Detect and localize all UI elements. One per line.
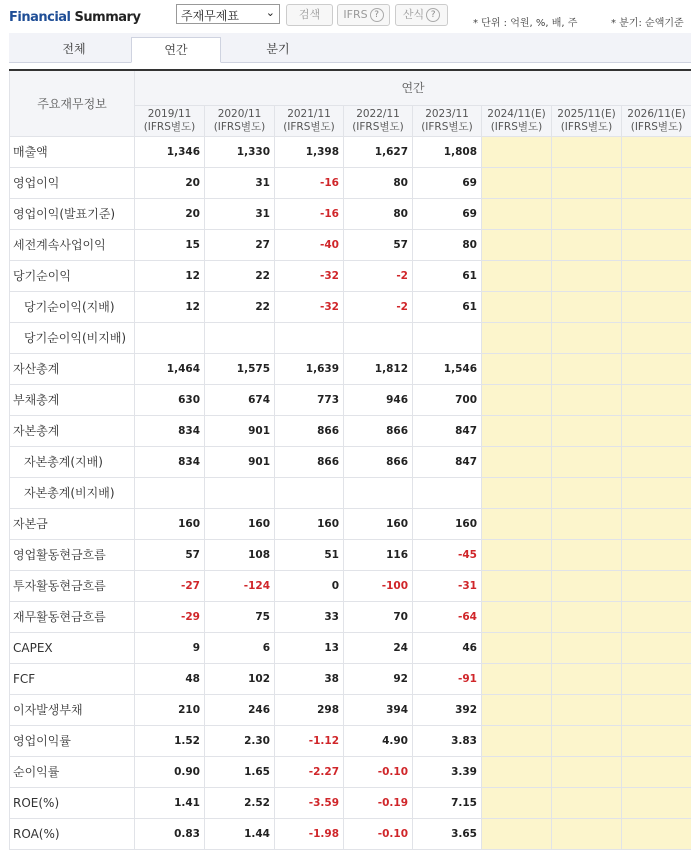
table-cell [482,694,552,725]
table-cell [482,136,552,167]
column-period: 2024/11(E) [482,108,551,121]
formula-label: 산식 [403,8,424,21]
table-cell [205,322,275,353]
table-row [10,384,691,415]
table-cell: 210 [135,694,205,725]
table-cell [482,260,552,291]
column-header [413,105,482,136]
table-cell: 22 [205,291,275,322]
table-cell: 46 [413,632,482,663]
column-header [552,105,622,136]
table-cell: 1,575 [205,353,275,384]
corner-header: 주요재무정보 [10,70,135,136]
table-row [10,167,691,198]
column-header [135,105,205,136]
table-cell [552,787,622,818]
table-cell [622,260,691,291]
table-cell: 834 [135,446,205,477]
row-label: ROE(%) [10,787,135,818]
table-row [10,818,691,849]
table-cell: 33 [275,601,344,632]
table-cell [622,198,691,229]
table-cell: 0 [275,570,344,601]
table-cell: 1,627 [344,136,413,167]
table-cell: -91 [413,663,482,694]
row-label: 영업이익(발표기준) [10,198,135,229]
table-cell: -2.27 [275,756,344,787]
row-label: CAPEX [10,632,135,663]
table-cell: 20 [135,198,205,229]
table-cell [275,477,344,508]
table-cell: 700 [413,384,482,415]
row-label: 투자활동현금흐름 [10,570,135,601]
table-cell: 70 [344,601,413,632]
table-cell [482,508,552,539]
table-cell [552,508,622,539]
table-cell [344,477,413,508]
table-cell: 847 [413,446,482,477]
column-header [205,105,275,136]
table-cell: 0.90 [135,756,205,787]
table-cell: 2.30 [205,725,275,756]
table-cell: -16 [275,198,344,229]
table-cell [622,384,691,415]
quarter-note: * 분기: 순액기준 [611,14,684,29]
row-label: 영업이익률 [10,725,135,756]
row-label: 영업이익 [10,167,135,198]
row-label: 부채총계 [10,384,135,415]
table-cell [552,446,622,477]
table-cell [482,198,552,229]
table-cell: -0.19 [344,787,413,818]
row-label: FCF [10,663,135,694]
table-cell [135,477,205,508]
table-cell [482,570,552,601]
column-header [482,105,552,136]
row-label: 매출액 [10,136,135,167]
table-cell: -1.12 [275,725,344,756]
table-cell: -32 [275,260,344,291]
table-cell: 0.83 [135,818,205,849]
table-cell: -27 [135,570,205,601]
financial-summary-table [9,69,691,850]
table-row [10,198,691,229]
table-cell: 12 [135,260,205,291]
table-cell [552,756,622,787]
ifrs-label: IFRS [343,8,367,21]
chevron-down-icon: ⌄ [266,6,275,19]
table-cell [552,601,622,632]
table-cell: -32 [275,291,344,322]
table-cell [622,508,691,539]
table-cell [552,229,622,260]
row-label: 자본금 [10,508,135,539]
table-cell: 9 [135,632,205,663]
statement-type-value: 주재무제표 [181,9,239,23]
table-cell: 1,639 [275,353,344,384]
table-cell: 246 [205,694,275,725]
table-row [10,477,691,508]
table-cell: 160 [135,508,205,539]
table-cell: 51 [275,539,344,570]
column-basis: (IFRS별도) [205,121,274,134]
table-cell: 80 [413,229,482,260]
table-cell [622,539,691,570]
table-cell [205,477,275,508]
table-cell [552,725,622,756]
table-cell [622,477,691,508]
table-cell: 160 [413,508,482,539]
table-cell [413,322,482,353]
table-cell [344,322,413,353]
table-cell: 1,812 [344,353,413,384]
column-basis: (IFRS별도) [344,121,412,134]
table-row [10,570,691,601]
table-cell: 20 [135,167,205,198]
toolbar [0,0,691,33]
table-row [10,539,691,570]
table-cell: 75 [205,601,275,632]
column-period: 2023/11 [413,108,481,121]
table-row [10,756,691,787]
column-period: 2025/11(E) [552,108,621,121]
column-basis: (IFRS별도) [552,121,621,134]
table-cell: 57 [344,229,413,260]
table-cell: 1.44 [205,818,275,849]
table-cell: 7.15 [413,787,482,818]
table-cell [622,632,691,663]
table-row [10,632,691,663]
table-cell [622,136,691,167]
table-cell: 27 [205,229,275,260]
table-row [10,415,691,446]
statement-type-select[interactable] [176,4,280,24]
table-cell: 866 [344,415,413,446]
table-cell: 392 [413,694,482,725]
table-cell: 834 [135,415,205,446]
table-cell [413,477,482,508]
tab-all[interactable]: 전체 [29,37,119,63]
table-cell [482,477,552,508]
table-cell [482,818,552,849]
table-cell: 69 [413,167,482,198]
table-cell: 847 [413,415,482,446]
table-cell [482,167,552,198]
table-cell [482,446,552,477]
table-cell: 6 [205,632,275,663]
table-cell: 38 [275,663,344,694]
table-cell: 24 [344,632,413,663]
row-label: 당기순이익(지배) [10,291,135,322]
table-cell: 69 [413,198,482,229]
table-row [10,725,691,756]
table-row [10,291,691,322]
table-cell: 394 [344,694,413,725]
period-tabs [9,33,691,63]
table-cell [482,322,552,353]
table-cell [622,818,691,849]
table-cell [552,415,622,446]
table-cell: 630 [135,384,205,415]
table-cell: -45 [413,539,482,570]
table-cell [552,291,622,322]
table-row [10,446,691,477]
table-cell: 946 [344,384,413,415]
table-cell [552,198,622,229]
search-button[interactable]: 검색 [286,4,333,26]
table-row [10,787,691,818]
table-cell [622,787,691,818]
table-cell: 1.52 [135,725,205,756]
column-basis: (IFRS별도) [413,121,481,134]
table-cell [622,229,691,260]
table-cell: -29 [135,601,205,632]
tab-quarterly[interactable]: 분기 [233,37,323,63]
table-cell: -31 [413,570,482,601]
table-cell [482,787,552,818]
table-cell [622,663,691,694]
table-cell [482,415,552,446]
table-cell: 3.39 [413,756,482,787]
table-cell: 4.90 [344,725,413,756]
table-row [10,229,691,260]
table-cell: -40 [275,229,344,260]
table-cell: 61 [413,260,482,291]
table-cell [552,384,622,415]
table-row [10,508,691,539]
annual-group-header: 연간 [135,70,691,105]
table-row [10,601,691,632]
table-cell: -100 [344,570,413,601]
table-cell [482,725,552,756]
table-cell [482,756,552,787]
tab-annual[interactable]: 연간 [131,37,221,63]
table-cell [622,601,691,632]
help-icon: ? [370,8,384,22]
table-body [10,136,691,849]
row-label: 자본총계(비지배) [10,477,135,508]
column-period: 2021/11 [275,108,343,121]
table-cell: 674 [205,384,275,415]
table-cell: 160 [344,508,413,539]
table-cell: 773 [275,384,344,415]
table-cell [622,446,691,477]
table-cell [622,291,691,322]
table-cell [275,322,344,353]
table-cell [622,167,691,198]
table-row [10,136,691,167]
title-financial: Financial [9,10,71,25]
table-cell [552,167,622,198]
table-cell [552,663,622,694]
column-header [622,105,691,136]
table-cell: 92 [344,663,413,694]
table-cell: -1.98 [275,818,344,849]
table-cell: -3.59 [275,787,344,818]
table-cell: 298 [275,694,344,725]
table-cell: 1,546 [413,353,482,384]
table-cell: -0.10 [344,756,413,787]
column-period: 2022/11 [344,108,412,121]
table-cell [622,725,691,756]
row-label: 자본총계 [10,415,135,446]
row-label: 자본총계(지배) [10,446,135,477]
table-cell: 80 [344,198,413,229]
table-cell: 901 [205,446,275,477]
table-cell [552,322,622,353]
column-basis: (IFRS별도) [622,121,691,134]
table-row [10,353,691,384]
table-cell [552,136,622,167]
column-period: 2020/11 [205,108,274,121]
table-cell [622,415,691,446]
table-cell [552,694,622,725]
table-cell: -2 [344,291,413,322]
table-cell: 31 [205,198,275,229]
table-cell [482,353,552,384]
table-cell [482,291,552,322]
table-cell [482,539,552,570]
table-cell: 15 [135,229,205,260]
table-cell: -16 [275,167,344,198]
table-cell [622,322,691,353]
table-cell: -0.10 [344,818,413,849]
table-cell: 866 [275,446,344,477]
table-cell: 866 [344,446,413,477]
row-label: ROA(%) [10,818,135,849]
table-cell: 160 [275,508,344,539]
table-cell [552,818,622,849]
row-label: 당기순이익(비지배) [10,322,135,353]
table-cell: 1.41 [135,787,205,818]
page-title [9,10,140,25]
table-cell [552,477,622,508]
table-cell [552,570,622,601]
table-cell: 61 [413,291,482,322]
table-cell [482,663,552,694]
table-cell [482,229,552,260]
table-cell [622,353,691,384]
table-cell [622,756,691,787]
table-cell: 2.52 [205,787,275,818]
unit-note: * 단위 : 억원, %, 배, 주 [473,14,577,29]
table-cell: 31 [205,167,275,198]
row-label: 재무활동현금흐름 [10,601,135,632]
table-cell [482,384,552,415]
column-basis: (IFRS별도) [275,121,343,134]
table-cell [482,601,552,632]
table-cell: 1,464 [135,353,205,384]
row-label: 세전계속사업이익 [10,229,135,260]
table-cell: 22 [205,260,275,291]
table-cell [622,694,691,725]
table-row [10,694,691,725]
table-cell [135,322,205,353]
table-cell: -2 [344,260,413,291]
table-cell: 1,346 [135,136,205,167]
help-icon: ? [426,8,440,22]
table-cell: 48 [135,663,205,694]
ifrs-help-button[interactable] [337,4,390,26]
table-cell: 1,398 [275,136,344,167]
table-cell: 1,808 [413,136,482,167]
table-cell: 102 [205,663,275,694]
table-row [10,663,691,694]
table-cell: 108 [205,539,275,570]
column-header [275,105,344,136]
row-label: 당기순이익 [10,260,135,291]
table-cell: 1,330 [205,136,275,167]
table-cell [622,570,691,601]
row-label: 이자발생부채 [10,694,135,725]
column-basis: (IFRS별도) [482,121,551,134]
row-label: 영업활동현금흐름 [10,539,135,570]
table-cell: 13 [275,632,344,663]
table-cell: 57 [135,539,205,570]
table-row [10,260,691,291]
row-label: 자산총계 [10,353,135,384]
formula-help-button[interactable] [395,4,448,26]
table-row [10,322,691,353]
table-cell: 160 [205,508,275,539]
table-cell: -124 [205,570,275,601]
table-cell: 901 [205,415,275,446]
table-cell: 1.65 [205,756,275,787]
table-cell: 3.65 [413,818,482,849]
table-cell: 80 [344,167,413,198]
table-cell: 12 [135,291,205,322]
table-cell [552,260,622,291]
title-summary: Summary [75,10,141,25]
column-period: 2019/11 [135,108,204,121]
table-cell [552,353,622,384]
column-period: 2026/11(E) [622,108,691,121]
table-cell: 116 [344,539,413,570]
table-cell: 3.83 [413,725,482,756]
table-cell: 866 [275,415,344,446]
column-basis: (IFRS별도) [135,121,204,134]
row-label: 순이익률 [10,756,135,787]
column-header [344,105,413,136]
table-cell [482,632,552,663]
table-cell: -64 [413,601,482,632]
table-cell [552,539,622,570]
table-cell [552,632,622,663]
